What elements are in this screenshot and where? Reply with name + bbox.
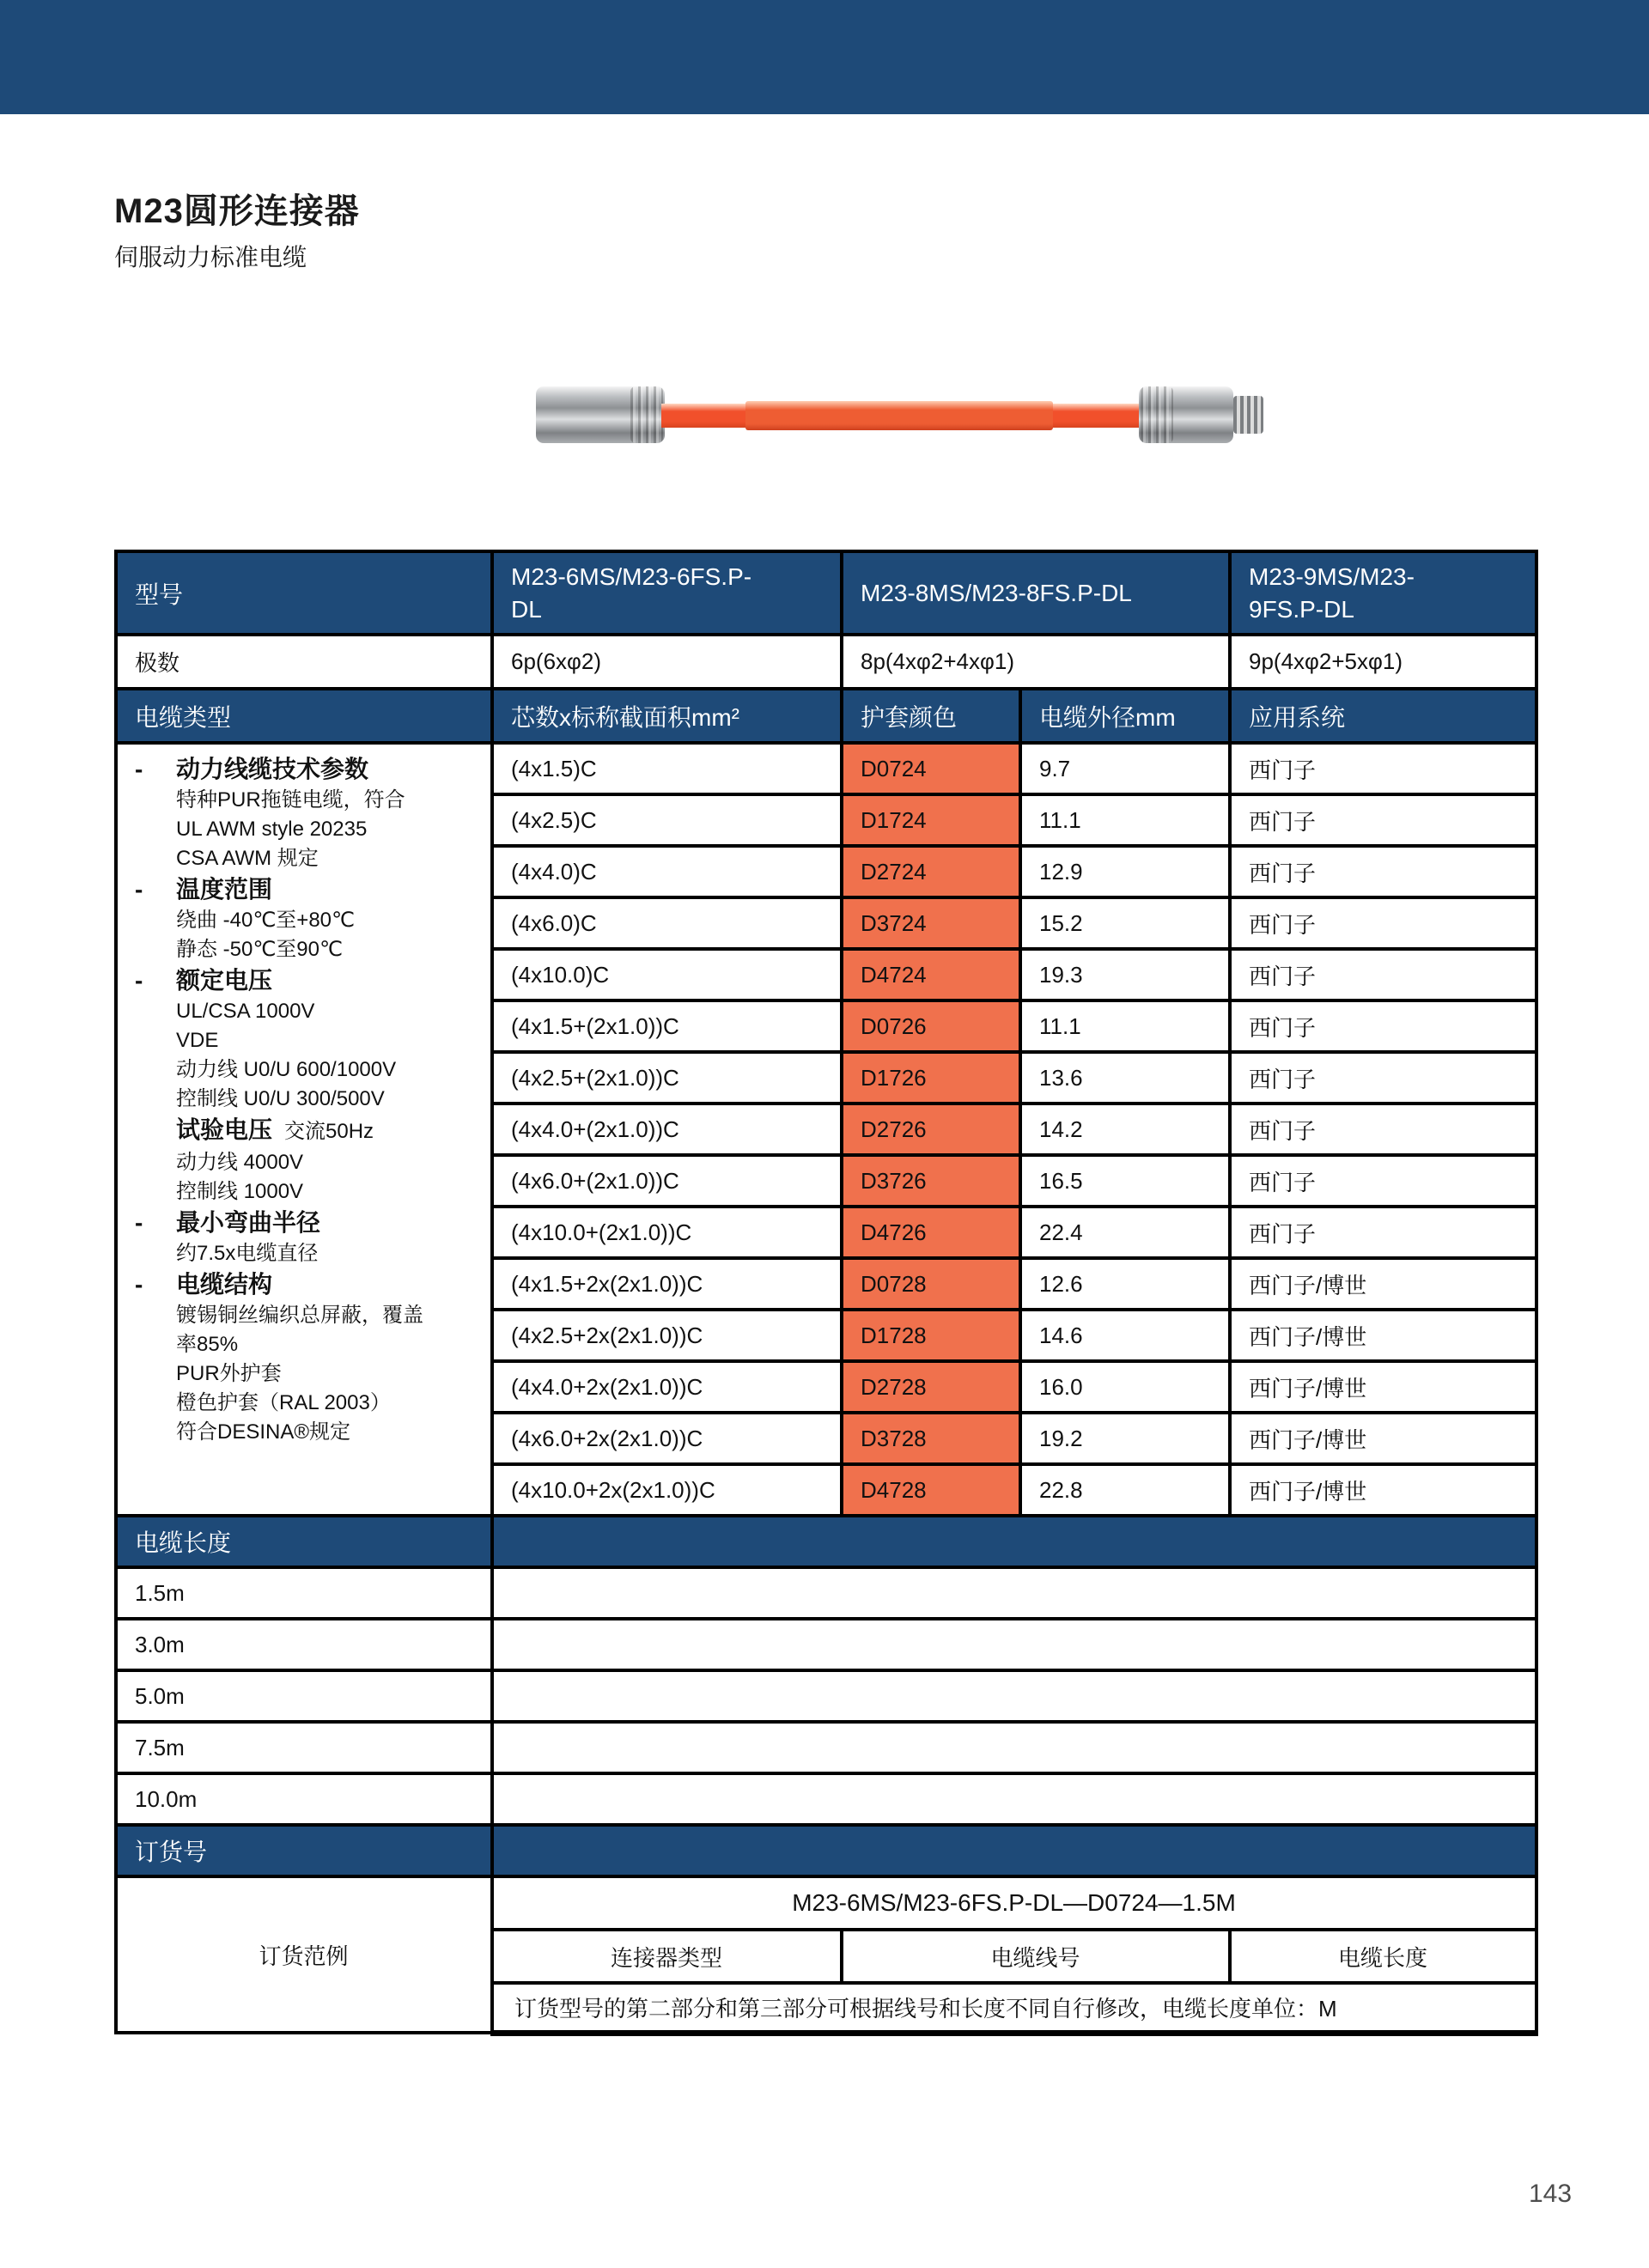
length-row — [116, 1567, 1536, 1619]
cable-type-header-row — [116, 689, 1536, 743]
cell-od: 12.9 — [1020, 846, 1230, 897]
cell-od: 19.3 — [1020, 949, 1230, 1000]
page-subtitle: 伺服动力标准电缆 — [114, 244, 307, 271]
empty-header-cell — [492, 1825, 1536, 1876]
cell-od: 13.6 — [1020, 1052, 1230, 1104]
cell-sheath-code: D0726 — [842, 1000, 1020, 1052]
cell-od: 15.2 — [1020, 897, 1230, 949]
page-number: 143 — [1528, 2180, 1573, 2208]
cell-sheath-code: D3728 — [842, 1413, 1020, 1464]
cell-od: 11.1 — [1020, 1000, 1230, 1052]
cable-length-label: 电缆长度 — [116, 1516, 492, 1567]
cell-cores: (4x1.5+2x(2x1.0))C — [492, 1258, 842, 1310]
cell-system: 西门子/博世 — [1230, 1258, 1536, 1310]
order-part-cable-length: 电缆长度 — [1230, 1930, 1536, 1983]
cell-sheath-code: D0728 — [842, 1258, 1020, 1310]
model-row-label: 型号 — [116, 551, 492, 635]
empty-cell — [492, 1773, 1536, 1825]
cell-sheath-code: D1724 — [842, 794, 1020, 846]
header-band — [0, 0, 1649, 114]
empty-cell — [492, 1619, 1536, 1670]
cable-type-label: 电缆类型 — [116, 689, 492, 743]
spec-line: 符合DESINA®规定 — [176, 1420, 351, 1444]
order-part-connector-type: 连接器类型 — [492, 1930, 842, 1983]
cell-cores: (4x6.0+(2x1.0))C — [492, 1155, 842, 1207]
poles-6p: 6p(6xφ2) — [492, 635, 842, 689]
cell-system: 西门子 — [1230, 897, 1536, 949]
length-row — [116, 1670, 1536, 1722]
spec-title: - 温度范围 — [131, 873, 485, 906]
cell-system: 西门子/博世 — [1230, 1361, 1536, 1413]
cell-cores: (4x2.5)C — [492, 794, 842, 846]
cable-length-header-row — [116, 1516, 1536, 1567]
spec-line: PUR外护套 — [176, 1362, 282, 1385]
cell-od: 16.5 — [1020, 1155, 1230, 1207]
cell-sheath-code: D4724 — [842, 949, 1020, 1000]
cell-cores: (4x2.5+2x(2x1.0))C — [492, 1310, 842, 1361]
connector-ridges — [630, 386, 663, 443]
cell-cores: (4x1.5)C — [492, 743, 842, 794]
cell-od: 14.6 — [1020, 1310, 1230, 1361]
connector-thread — [1233, 396, 1263, 434]
connector-left — [536, 386, 665, 443]
order-example-label: 订货范例 — [116, 1876, 492, 2033]
spec-line: 绕曲 -40℃至+80℃ — [176, 909, 355, 932]
cell-od: 14.2 — [1020, 1104, 1230, 1155]
cell-cores: (4x10.0)C — [492, 949, 842, 1000]
connector-right — [1139, 386, 1233, 443]
spec-line: 约7.5x电缆直径 — [176, 1242, 319, 1265]
cell-od: 9.7 — [1020, 743, 1230, 794]
spec-line: 控制线 U0/U 300/500V — [176, 1087, 385, 1110]
spec-title: - 额定电压 — [131, 964, 485, 997]
empty-cell — [492, 1722, 1536, 1773]
order-example-row — [116, 1876, 1536, 1930]
cell-sheath-code: D1726 — [842, 1052, 1020, 1104]
bullet-dash: - — [135, 1209, 143, 1236]
cell-od: 19.2 — [1020, 1413, 1230, 1464]
cell-sheath-code: D0724 — [842, 743, 1020, 794]
cell-od: 22.8 — [1020, 1464, 1230, 1516]
spec-table — [114, 550, 1538, 2036]
cell-cores: (4x4.0)C — [492, 846, 842, 897]
model-6p: M23-6MS/M23-6FS.P-DL — [492, 551, 842, 635]
spec-title-suffix: 交流50Hz — [284, 1120, 374, 1143]
spec-line: 动力线 U0/U 600/1000V — [176, 1058, 397, 1081]
cell-cores: (4x4.0+2x(2x1.0))C — [492, 1361, 842, 1413]
cell-sheath-code: D4728 — [842, 1464, 1020, 1516]
length-row — [116, 1722, 1536, 1773]
order-number-label: 订货号 — [116, 1825, 492, 1876]
length-value: 5.0m — [116, 1670, 492, 1722]
orange-cable-middle — [745, 401, 1053, 430]
length-row — [116, 1619, 1536, 1670]
cell-system: 西门子 — [1230, 1104, 1536, 1155]
length-value: 3.0m — [116, 1619, 492, 1670]
empty-header-cell — [492, 1516, 1536, 1567]
empty-cell — [492, 1670, 1536, 1722]
length-value: 1.5m — [116, 1567, 492, 1619]
poles-label: 极数 — [116, 635, 492, 689]
product-photo — [536, 386, 1266, 448]
spec-title: - 最小弯曲半径 — [131, 1207, 485, 1239]
page-title: M23圆形连接器 — [114, 192, 360, 230]
col-cores: 芯数x标称截面积mm² — [492, 689, 842, 743]
cell-system: 西门子 — [1230, 949, 1536, 1000]
spec-line: CSA AWM 规定 — [176, 847, 319, 870]
cell-cores: (4x10.0+(2x1.0))C — [492, 1207, 842, 1258]
order-example-code: M23-6MS/M23-6FS.P-DL—D0724—1.5M — [492, 1876, 1536, 1930]
order-note: 订货型号的第二部分和第三部分可根据线号和长度不同自行修改，电缆长度单位：M — [492, 1983, 1536, 2033]
cell-od: 12.6 — [1020, 1258, 1230, 1310]
col-system: 应用系统 — [1230, 689, 1536, 743]
cell-system: 西门子 — [1230, 794, 1536, 846]
cell-system: 西门子 — [1230, 1155, 1536, 1207]
cell-system: 西门子/博世 — [1230, 1310, 1536, 1361]
order-part-cable-code: 电缆线号 — [842, 1930, 1230, 1983]
order-number-header-row — [116, 1825, 1536, 1876]
cell-sheath-code: D2726 — [842, 1104, 1020, 1155]
empty-cell — [492, 1567, 1536, 1619]
spec-title: 试验电压 交流50Hz — [131, 1114, 485, 1148]
spec-line: VDE — [176, 1029, 219, 1052]
spec-title: - 电缆结构 — [131, 1268, 485, 1301]
model-9p: M23-9MS/M23-9FS.P-DL — [1230, 551, 1536, 635]
cell-cores: (4x6.0)C — [492, 897, 842, 949]
cell-system: 西门子 — [1230, 1207, 1536, 1258]
cell-cores: (4x4.0+(2x1.0))C — [492, 1104, 842, 1155]
cell-sheath-code: D2724 — [842, 846, 1020, 897]
cell-system: 西门子 — [1230, 1000, 1536, 1052]
col-sheath-color: 护套颜色 — [842, 689, 1020, 743]
poles-9p: 9p(4xφ2+5xφ1) — [1230, 635, 1536, 689]
cell-od: 22.4 — [1020, 1207, 1230, 1258]
cell-system: 西门子/博世 — [1230, 1413, 1536, 1464]
spec-line: UL AWM style 20235 — [176, 818, 368, 841]
spec-line: 特种PUR拖链电缆，符合 — [176, 788, 405, 812]
length-value: 7.5m — [116, 1722, 492, 1773]
spec-line: 镀锡铜丝编织总屏蔽，覆盖 — [176, 1304, 423, 1327]
table-row — [116, 743, 1536, 794]
cell-system: 西门子 — [1230, 743, 1536, 794]
cable-specs-cell — [116, 743, 492, 1516]
connector-ridges — [1141, 386, 1173, 443]
cell-system: 西门子/博世 — [1230, 1464, 1536, 1516]
cell-cores: (4x6.0+2x(2x1.0))C — [492, 1413, 842, 1464]
cell-system: 西门子 — [1230, 846, 1536, 897]
cell-sheath-code: D3724 — [842, 897, 1020, 949]
cell-od: 16.0 — [1020, 1361, 1230, 1413]
cell-cores: (4x1.5+(2x1.0))C — [492, 1000, 842, 1052]
col-outer-diameter: 电缆外径mm — [1020, 689, 1230, 743]
cell-sheath-code: D2728 — [842, 1361, 1020, 1413]
bullet-dash: - — [135, 1271, 143, 1298]
poles-8p: 8p(4xφ2+4xφ1) — [842, 635, 1230, 689]
cell-sheath-code: D4726 — [842, 1207, 1020, 1258]
cell-sheath-code: D1728 — [842, 1310, 1020, 1361]
spec-line: 橙色护套（RAL 2003） — [176, 1391, 391, 1414]
bullet-dash: - — [135, 756, 143, 782]
model-8p: M23-8MS/M23-8FS.P-DL — [842, 551, 1230, 635]
poles-row — [116, 635, 1536, 689]
cell-sheath-code: D3726 — [842, 1155, 1020, 1207]
cell-system: 西门子 — [1230, 1052, 1536, 1104]
spec-line: UL/CSA 1000V — [176, 1000, 315, 1023]
spec-line: 控制线 1000V — [176, 1180, 304, 1203]
bullet-dash: - — [135, 876, 143, 903]
spec-line: 动力线 4000V — [176, 1151, 304, 1174]
cell-cores: (4x2.5+(2x1.0))C — [492, 1052, 842, 1104]
bullet-dash: - — [135, 967, 143, 994]
cell-od: 11.1 — [1020, 794, 1230, 846]
spec-title: - 动力线缆技术参数 — [131, 753, 485, 786]
spec-line: 率85% — [176, 1333, 239, 1356]
model-header-row — [116, 551, 1536, 635]
spec-line: 静态 -50℃至90℃ — [176, 938, 343, 961]
cell-cores: (4x10.0+2x(2x1.0))C — [492, 1464, 842, 1516]
length-row — [116, 1773, 1536, 1825]
length-value: 10.0m — [116, 1773, 492, 1825]
